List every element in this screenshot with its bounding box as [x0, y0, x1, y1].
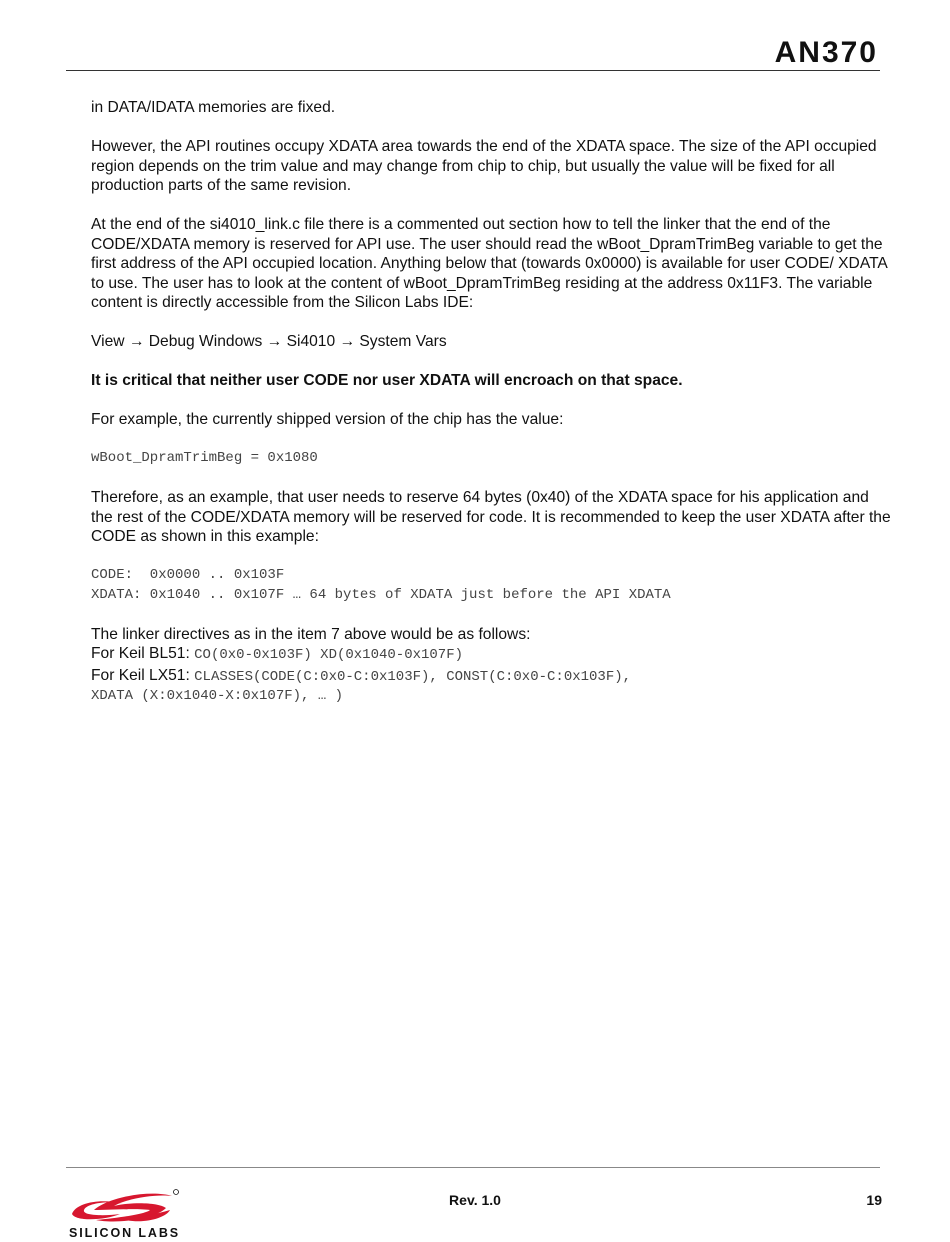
lx51-line [91, 666, 891, 688]
code-xdata-range: XDATA: 0x1040 .. 0x107F … 64 bytes of XDATA just before the API XDATA [91, 586, 671, 603]
lx51-code-continued: XDATA (X:0x1040-X:0x107F), … ) [91, 688, 344, 704]
paragraph-6: For example, the currently shipped version of the chip has the value: [91, 411, 564, 428]
bl51-label: For Keil BL51: [91, 645, 195, 662]
document-title: AN370 [774, 36, 878, 69]
header-rule [66, 70, 880, 71]
bl51-line [91, 644, 891, 666]
code-trim-value: wBoot_DpramTrimBeg = 0x1080 [91, 450, 318, 466]
paragraph-1: in DATA/IDATA memories are fixed. [91, 99, 336, 116]
revision-label: Rev. 1.0 [449, 1192, 501, 1208]
lx51-code: CLASSES(CODE(C:0x0-C:0x103F), CONST(C:0x0-C:0x103F), [194, 668, 632, 685]
paragraph-3: At the end of the si4010_link.c file there is a commented out section how to tell the linker that the end of the CODE/XDATA memory is reserved for API use. The user should read the wBoot_DpramTrimBeg variable to get the first address of the API occupied location. Anything below that (towards 0x0000) is available for user CODE/ XDATA to use. The user has to look at the content of wBoot_DpramTrimBeg residing at the address 0x11F3. The variable content is directly accessible from the Silicon Labs IDE: [91, 216, 887, 311]
page-number: 19 [866, 1192, 882, 1208]
paragraph-7: Therefore, as an example, that user needs to reserve 64 bytes (0x40) of the XDATA space for his application and the rest of the CODE/XDATA memory will be reserved for code. It is recommended to keep the user XDATA after the CODE as shown in this example: [91, 489, 891, 545]
paragraph-2: However, the API routines occupy XDATA area towards the end of the XDATA space. The size of the API occupied region depends on the trim value and may change from chip to chip, but usually the value will be fixed for all production parts of the same revision. [91, 138, 877, 194]
lx51-label: For Keil LX51: [91, 666, 195, 684]
warning-paragraph: It is critical that neither user CODE nor user XDATA will encroach on that space. [91, 372, 683, 389]
menu-path: View → Debug Windows → Si4010 → System Vars [91, 333, 447, 350]
footer-rule [66, 1167, 880, 1168]
code-code-range: CODE: 0x0000 .. 0x103F [91, 567, 285, 583]
bl51-code: CO(0x0-0x103F) XD(0x1040-0x107F) [194, 647, 463, 663]
page-content [91, 98, 891, 707]
logo-text: SILICON LABS [69, 1226, 180, 1240]
paragraph-8: The linker directives as in the item 7 above would be as follows: [91, 625, 531, 643]
